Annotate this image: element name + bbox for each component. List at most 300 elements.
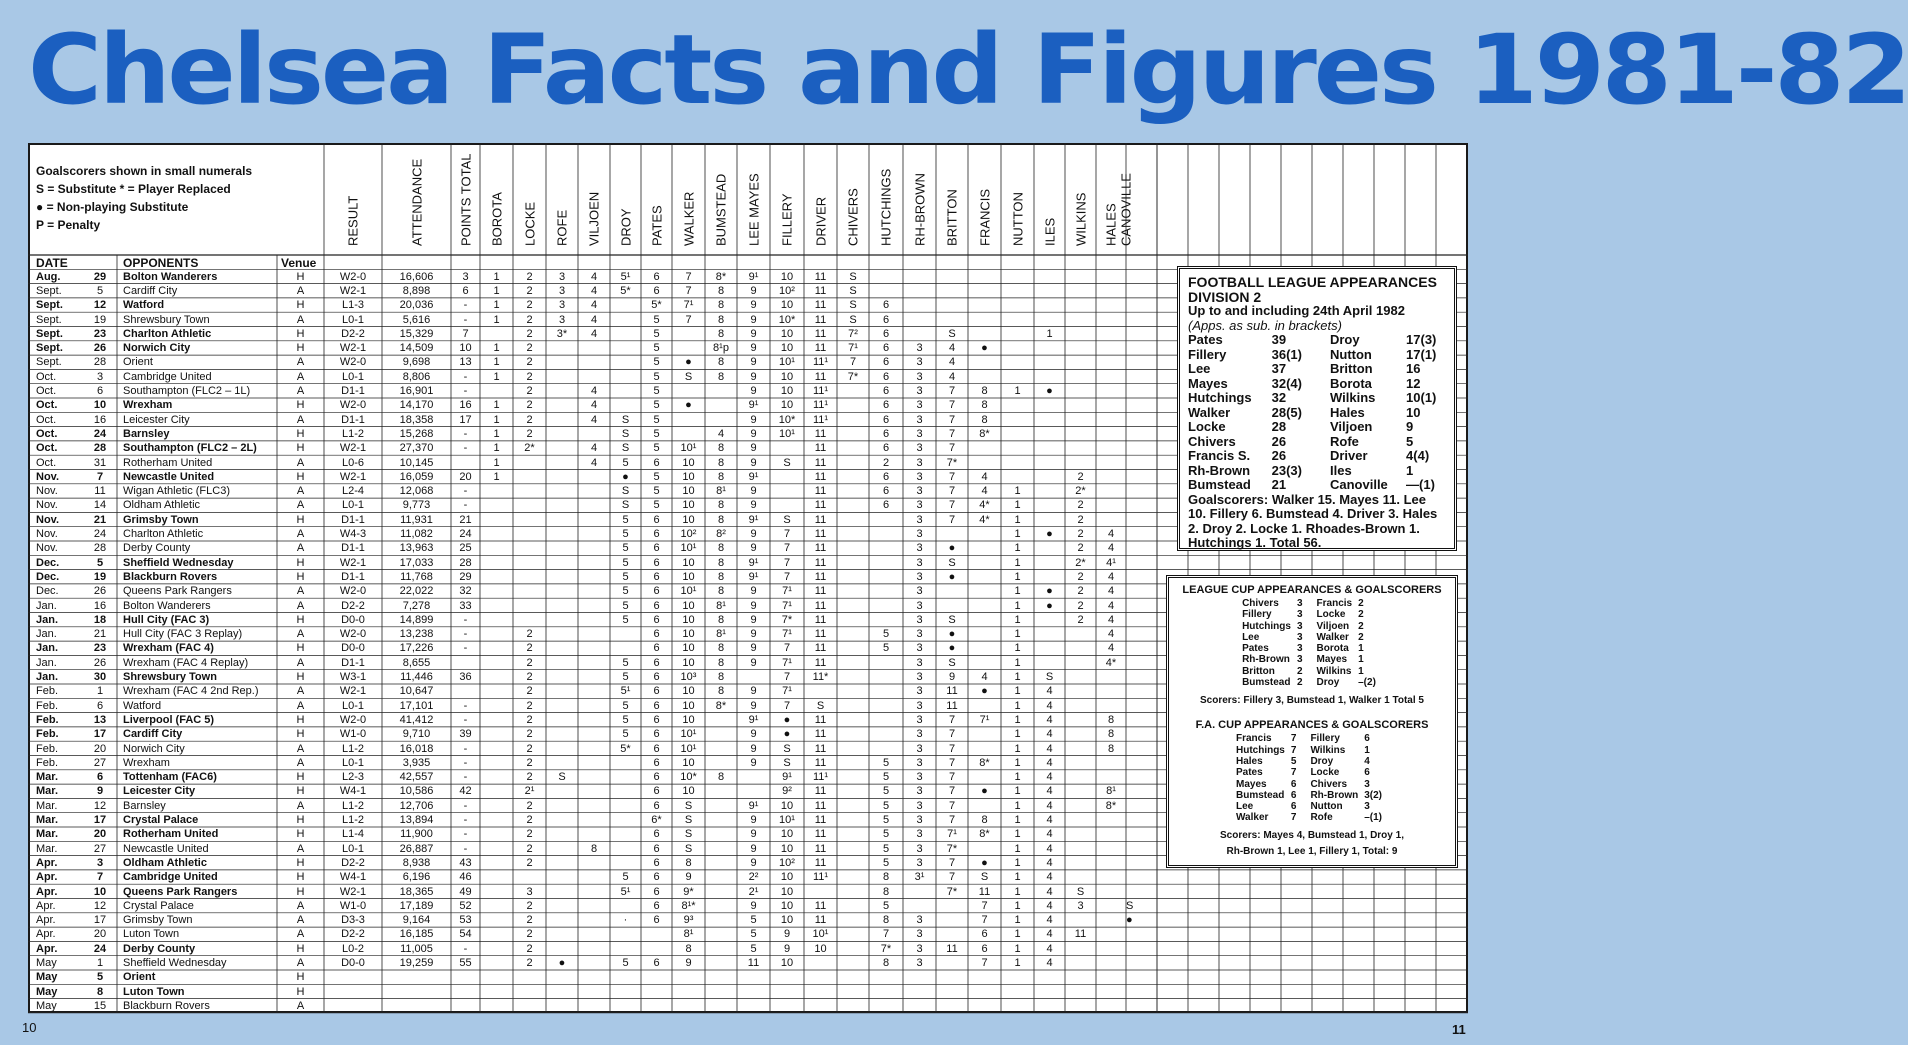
player-cell — [1034, 556, 1065, 570]
player-cell — [546, 513, 578, 527]
player-cell: 7* — [946, 885, 958, 898]
player-cell — [837, 870, 869, 884]
match-day: 14 — [93, 499, 107, 512]
match-points: - — [463, 642, 468, 655]
player-cell: 5 — [653, 442, 660, 455]
match-points: 36 — [459, 671, 472, 683]
player-cell: 9 — [750, 342, 757, 355]
player-cell — [1096, 756, 1126, 770]
player-cell: 9 — [750, 728, 757, 741]
player-cell: 3 — [916, 928, 923, 941]
player-cell: 3 — [1077, 899, 1084, 912]
player-cell: 7 — [948, 771, 956, 784]
player-cell: 7 — [948, 385, 956, 397]
player-cell: 5 — [750, 914, 757, 927]
player-cell: 2* — [524, 442, 535, 455]
player-cell: 11 — [814, 456, 827, 469]
match-month: Oct. — [36, 427, 58, 440]
player-cell: 2 — [526, 671, 533, 683]
player-cell: 1 — [1014, 642, 1021, 655]
player-cell: 5 — [882, 642, 890, 655]
player-cell — [480, 684, 513, 698]
player-cell: 11 — [814, 842, 827, 855]
player-cell: 4 — [1046, 842, 1053, 855]
player-cell — [837, 484, 869, 498]
player-cell: 8 — [590, 842, 598, 855]
player-cell: 2 — [1077, 585, 1084, 598]
player-cell: 10¹ — [680, 542, 697, 555]
match-result: D2-2 — [341, 599, 365, 612]
match-result: D1-1 — [341, 542, 365, 555]
player-cell: 5 — [653, 499, 660, 512]
player-cell — [578, 742, 610, 756]
box-subtitle: DIVISION 2 — [1188, 288, 1262, 305]
player-cell — [480, 827, 513, 841]
player-cell: 7¹ — [683, 299, 694, 312]
player-cell: 9³ — [683, 914, 694, 927]
player-cell — [1065, 355, 1096, 369]
match-points: 39 — [459, 728, 472, 741]
match-month: Nov. — [36, 485, 58, 498]
player-cell — [610, 942, 641, 956]
table-header-cell: Venue — [281, 255, 317, 270]
player-cell — [513, 456, 546, 470]
player-name: Mayes — [1235, 778, 1267, 790]
player-cell — [1001, 470, 1034, 484]
match-month: Oct. — [36, 456, 57, 469]
column-header — [480, 148, 513, 252]
player-cell — [578, 713, 610, 727]
match-venue: H — [296, 342, 305, 355]
player-cell: 6 — [882, 385, 890, 397]
player-cell — [546, 742, 578, 756]
player-cell: 5 — [653, 413, 660, 426]
player-cell — [837, 456, 869, 470]
match-venue: A — [296, 928, 305, 941]
player-cell: 7 — [948, 485, 956, 498]
player-cell — [1065, 956, 1096, 970]
player-cell — [837, 584, 869, 598]
player-cell: 4 — [1046, 828, 1053, 841]
player-cell — [610, 770, 641, 784]
match-venue: H — [296, 771, 305, 784]
column-header-label: RH-BROWN — [912, 173, 927, 246]
player-cell — [705, 799, 737, 813]
player-cell — [610, 384, 641, 398]
player-cell: 7 — [981, 957, 988, 969]
player-cell: 6 — [882, 499, 890, 512]
player-cell: 10 — [682, 713, 695, 726]
appearance-row — [1188, 348, 1446, 363]
match-venue: A — [296, 742, 305, 755]
player-cell: 3 — [916, 742, 923, 755]
player-cell — [705, 742, 737, 756]
player-cell: ● — [1046, 599, 1053, 612]
player-cell: 3 — [916, 842, 923, 855]
match-venue: H — [296, 713, 305, 726]
appearance-row — [1242, 609, 1382, 620]
player-cell: 1 — [493, 399, 500, 412]
match-result: W2-0 — [339, 399, 367, 412]
player-cell — [1065, 441, 1096, 455]
player-cell — [968, 742, 1001, 756]
match-opponent: Newcastle United — [123, 470, 215, 483]
player-cell — [770, 985, 804, 999]
player-cell — [837, 556, 869, 570]
player-cell — [578, 427, 610, 441]
player-cell — [672, 384, 705, 398]
match-result: W1-0 — [339, 728, 367, 741]
player-cell: 4 — [1107, 570, 1115, 583]
player-cell — [610, 355, 641, 369]
player-cell — [1065, 742, 1096, 756]
column-header-label: FILLERY — [779, 193, 795, 246]
match-day: 26 — [93, 585, 107, 598]
match-points: 6 — [462, 284, 469, 297]
match-opponent: Hull City (FAC 3) — [123, 613, 210, 626]
player-cell: 6 — [653, 685, 660, 698]
player-cell — [903, 327, 936, 341]
player-cell — [641, 970, 672, 984]
match-month: Sept. — [36, 327, 63, 340]
player-cell — [837, 384, 869, 398]
match-month: May — [36, 971, 58, 984]
player-cell: 7 — [948, 470, 956, 483]
match-month: Feb. — [36, 756, 59, 769]
legend-line: Goalscorers shown in small numerals — [36, 164, 253, 178]
player-cell — [869, 599, 903, 613]
player-cell: S — [621, 499, 630, 512]
match-opponent: Cardiff City — [123, 728, 183, 741]
player-cell: S — [684, 370, 693, 383]
player-cell: 4 — [590, 327, 598, 340]
player-cell: 3 — [916, 656, 923, 669]
player-cell: 10 — [682, 642, 695, 655]
player-cell — [578, 613, 610, 627]
appearance-count: 7 — [1290, 744, 1297, 756]
player-cell: 3 — [916, 756, 923, 769]
match-month: Apr. — [36, 899, 56, 912]
player-cell: 10¹ — [680, 585, 697, 598]
player-cell: 2 — [526, 699, 533, 712]
match-venue: H — [296, 399, 305, 412]
player-cell — [968, 770, 1001, 784]
player-cell: 3 — [916, 699, 923, 712]
player-cell — [936, 970, 968, 984]
player-cell — [869, 570, 903, 584]
match-opponent: Leicester City — [123, 785, 196, 798]
player-cell — [546, 970, 578, 984]
player-cell — [804, 885, 837, 899]
player-cell: 6 — [882, 442, 890, 455]
player-cell: 10 — [780, 399, 794, 412]
player-cell: 5 — [622, 528, 629, 540]
match-day: 5 — [96, 971, 104, 984]
player-cell: 9 — [750, 742, 757, 755]
match-result: D0-0 — [341, 613, 365, 626]
player-cell — [1065, 413, 1096, 427]
player-cell — [936, 270, 968, 284]
player-cell: 9 — [750, 327, 757, 340]
player-cell: 8 — [685, 942, 692, 955]
match-result: W2-1 — [339, 885, 367, 898]
player-cell: 3 — [916, 499, 923, 512]
player-cell — [705, 384, 737, 398]
player-cell: S — [1126, 899, 1134, 912]
player-cell — [610, 970, 641, 984]
player-name: Rh-Brown — [1242, 654, 1290, 666]
player-cell — [1096, 427, 1126, 441]
player-cell: S — [849, 270, 857, 283]
column-header-label: POINTS TOTAL — [458, 153, 473, 246]
player-cell — [1096, 670, 1126, 684]
player-cell — [1034, 484, 1065, 498]
match-attendance: 12,068 — [399, 485, 434, 498]
match-result: L0-1 — [341, 313, 365, 326]
player-cell: 1 — [493, 284, 500, 297]
player-cell: 2 — [526, 385, 533, 397]
match-attendance: 12,706 — [399, 799, 434, 812]
player-cell: 5 — [653, 370, 660, 383]
match-points: - — [463, 427, 468, 440]
match-result: D1-1 — [341, 385, 365, 397]
player-cell: 8 — [717, 470, 725, 483]
player-cell: 6* — [651, 814, 662, 826]
match-points: 21 — [459, 513, 472, 526]
fa-cup-scorers-line: Rh-Brown 1, Lee 1, Fillery 1, Total: 9 — [1226, 845, 1398, 857]
match-day: 16 — [93, 413, 107, 426]
player-cell: 10 — [682, 556, 695, 569]
player-cell: 7* — [781, 613, 793, 626]
player-cell — [837, 885, 869, 899]
match-attendance — [382, 970, 451, 984]
match-day: 16 — [93, 599, 107, 612]
player-cell — [1096, 770, 1126, 784]
match-points: - — [463, 713, 468, 726]
match-month: May — [36, 957, 57, 969]
player-cell: 11 — [814, 528, 827, 540]
player-cell — [936, 927, 968, 941]
player-cell — [869, 527, 903, 541]
appearance-row — [1188, 377, 1446, 392]
player-cell: 6 — [882, 413, 890, 426]
player-cell — [1065, 656, 1096, 670]
match-day: 7 — [96, 470, 104, 483]
player-cell — [546, 985, 578, 999]
player-cell: 2 — [1077, 470, 1084, 483]
player-cell — [480, 627, 513, 641]
match-attendance: 13,238 — [399, 628, 434, 641]
match-points: - — [463, 814, 468, 826]
match-result: W4-1 — [339, 871, 367, 884]
player-cell — [1034, 613, 1065, 627]
player-cell: 7* — [946, 842, 958, 855]
match-attendance: 11,900 — [400, 828, 433, 841]
player-cell: 7 — [783, 570, 791, 583]
match-points: - — [463, 756, 468, 769]
player-cell: 9 — [750, 528, 757, 540]
player-cell — [936, 599, 968, 613]
player-cell — [968, 298, 1001, 312]
player-cell: 2 — [526, 828, 533, 841]
player-cell: 10 — [682, 785, 695, 798]
match-attendance: 3,935 — [402, 756, 431, 769]
player-cell: 1 — [1014, 570, 1021, 583]
column-header — [641, 148, 672, 252]
player-cell — [546, 799, 578, 813]
player-cell: 1 — [493, 313, 500, 326]
player-cell: 4 — [1046, 957, 1053, 969]
goalscorers-summary: Goalscorers: Walker 15. Mayes 11. Lee 10. Fillery 6. Bumstead 4. Driver 3. Hales 2. Droy 2. Locke 1. Rhoades-Brown 1. Hutchings 1. Total 56. — [1188, 491, 1438, 550]
player-cell — [936, 899, 968, 913]
player-cell — [610, 985, 641, 999]
match-day: 1 — [96, 685, 104, 698]
appearance-row — [1188, 333, 1446, 348]
column-header-label: DRIVER — [813, 196, 828, 246]
player-cell — [672, 970, 705, 984]
match-opponent: Queens Park Rangers — [123, 585, 232, 598]
match-attendance: 11,931 — [400, 513, 433, 526]
player-cell: 10 — [780, 270, 794, 283]
match-points: - — [463, 485, 468, 498]
player-cell: 10¹ — [680, 742, 697, 755]
player-cell: 4 — [590, 413, 598, 426]
player-cell — [968, 584, 1001, 598]
player-cell — [1034, 427, 1065, 441]
player-cell: 4 — [1107, 528, 1115, 540]
player-cell — [578, 784, 610, 798]
player-cell: 1 — [1014, 699, 1021, 712]
player-cell — [968, 270, 1001, 284]
player-cell: 4 — [590, 456, 598, 469]
match-opponent: Wrexham — [123, 399, 173, 412]
player-cell: 7 — [948, 499, 956, 512]
player-cell: 6 — [653, 270, 660, 283]
player-cell: 1 — [1014, 513, 1021, 526]
player-cell: 11 — [946, 699, 958, 712]
column-header — [1034, 148, 1065, 252]
player-cell: 11 — [814, 656, 827, 669]
player-cell — [546, 584, 578, 598]
player-cell: 9 — [750, 828, 757, 841]
player-cell: 9¹ — [748, 556, 759, 569]
player-cell: 10³ — [680, 671, 697, 683]
player-cell: 5 — [882, 842, 890, 855]
player-cell: 6 — [653, 771, 660, 784]
player-cell: 10* — [778, 413, 796, 426]
match-opponent: Cambridge United — [123, 370, 212, 383]
player-cell: 10 — [780, 899, 794, 912]
player-cell — [546, 484, 578, 498]
match-result: D1-1 — [341, 570, 365, 583]
player-cell — [546, 413, 578, 427]
player-cell — [578, 927, 610, 941]
player-cell: 11¹ — [812, 385, 829, 397]
player-cell — [1001, 370, 1034, 384]
player-cell: 5 — [653, 342, 660, 355]
player-cell — [1034, 441, 1065, 455]
player-cell: 2 — [526, 957, 533, 969]
player-cell: 2² — [748, 871, 759, 884]
player-cell: 6 — [882, 485, 890, 498]
player-cell — [1001, 985, 1034, 999]
player-cell: 7¹ — [782, 585, 792, 598]
match-points: 29 — [459, 570, 472, 583]
match-opponent: Cardiff City — [123, 284, 178, 297]
match-opponent: Bolton Wanderers — [123, 270, 218, 283]
player-name: Fillery — [1242, 609, 1272, 621]
match-day: 15 — [93, 999, 107, 1012]
appearance-count: 4(4) — [1406, 448, 1430, 463]
player-cell: 11 — [814, 284, 827, 297]
player-cell — [1065, 270, 1096, 284]
player-cell: 1 — [1014, 842, 1021, 855]
player-cell — [968, 727, 1001, 741]
player-cell: 11 — [814, 585, 827, 598]
player-cell — [1034, 970, 1065, 984]
player-cell: 8 — [717, 671, 725, 683]
player-cell — [968, 570, 1001, 584]
player-cell — [1034, 370, 1065, 384]
match-points: 16 — [459, 399, 472, 412]
player-cell — [837, 498, 869, 512]
player-cell: 9 — [750, 456, 757, 469]
match-attendance: 9,698 — [402, 356, 431, 369]
player-cell — [1096, 370, 1126, 384]
player-cell — [513, 999, 546, 1013]
player-cell: 8¹p — [713, 342, 729, 355]
player-cell: 3 — [558, 270, 566, 283]
match-venue: A — [296, 485, 305, 498]
player-cell — [936, 298, 968, 312]
player-cell — [610, 813, 641, 827]
player-cell — [968, 541, 1001, 555]
player-cell: 10¹ — [779, 814, 795, 826]
column-header — [869, 148, 903, 252]
column-header-label: RESULT — [345, 195, 361, 246]
player-cell: 9 — [750, 814, 757, 826]
match-month: Nov. — [36, 499, 58, 512]
player-name: Rofe — [1329, 433, 1359, 449]
player-name: Wilkins — [1316, 665, 1352, 677]
match-venue: A — [296, 628, 305, 641]
player-cell: 8 — [717, 656, 725, 669]
player-cell: 4 — [1046, 942, 1053, 955]
player-cell — [546, 370, 578, 384]
appearance-count: 5 — [1406, 433, 1414, 449]
appearance-count: 39 — [1271, 332, 1287, 347]
match-opponent: Wrexham (FAC 4 2nd Rep.) — [123, 685, 259, 698]
match-result: W2-1 — [339, 470, 367, 483]
player-cell — [869, 713, 903, 727]
player-cell: 9 — [750, 299, 757, 312]
player-cell — [513, 613, 546, 627]
player-cell: 2 — [526, 284, 533, 297]
column-header — [737, 148, 770, 252]
appearance-count: 6 — [1364, 733, 1370, 745]
match-venue: A — [296, 370, 305, 383]
player-cell: 3 — [916, 671, 923, 683]
player-cell — [936, 913, 968, 927]
match-attendance: 19,259 — [399, 957, 434, 969]
player-cell — [1065, 985, 1096, 999]
match-opponent: Blackburn Rovers — [123, 999, 210, 1012]
player-cell — [480, 870, 513, 884]
match-opponent: Grimsby Town — [123, 513, 199, 526]
match-day: 1 — [96, 957, 104, 969]
player-cell: 11 — [814, 427, 827, 440]
match-opponent: Barnsley — [123, 799, 166, 812]
